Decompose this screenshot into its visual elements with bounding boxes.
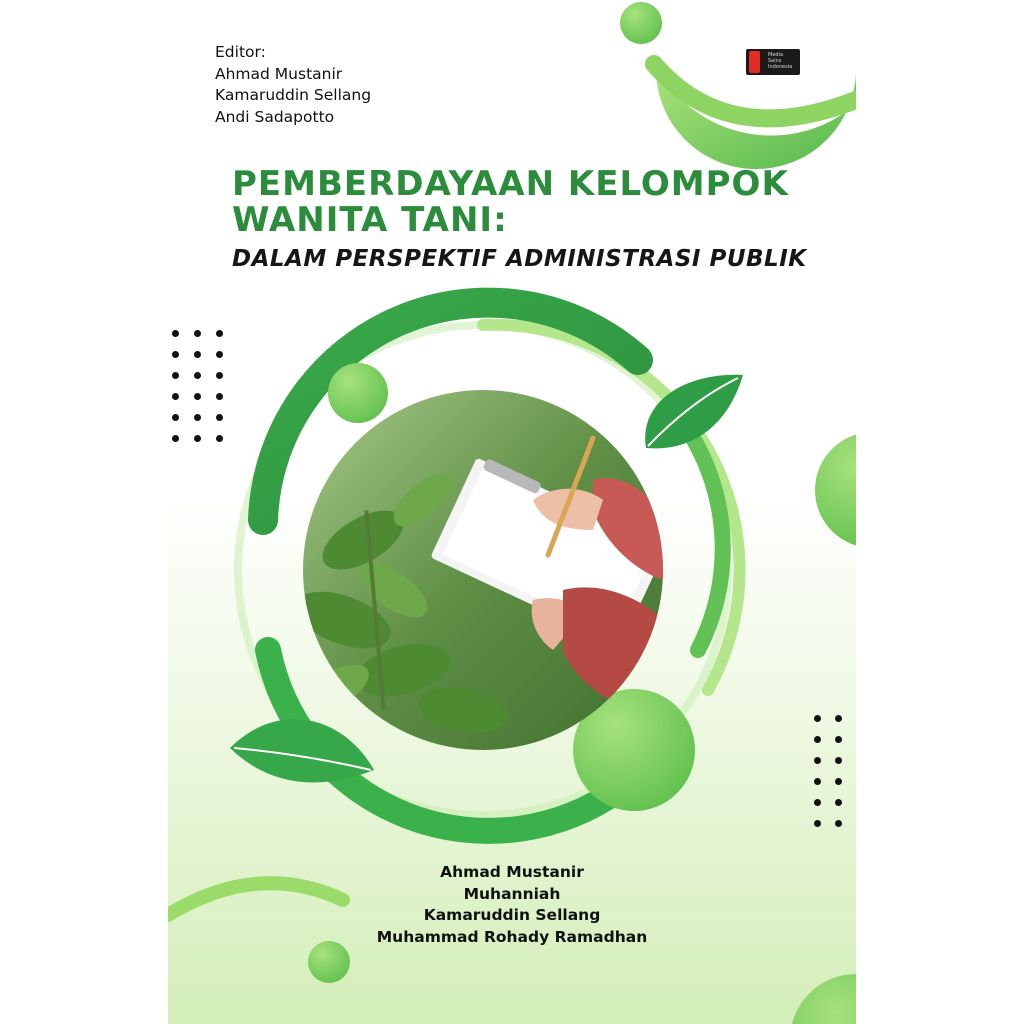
publisher-mark-icon xyxy=(749,51,760,73)
publisher-logo xyxy=(746,49,800,75)
bottom-right-circle xyxy=(790,974,856,1024)
book-title xyxy=(232,166,842,274)
cover-photo xyxy=(303,390,663,750)
title-line-1: PEMBERDAYAAN KELOMPOK xyxy=(232,164,789,204)
right-edge-circle xyxy=(815,432,856,548)
dot-grid-top-left xyxy=(172,330,223,442)
subtitle: DALAM PERSPEKTIF ADMINISTRASI PUBLIK xyxy=(232,246,807,272)
top-ball xyxy=(620,2,662,44)
publisher-name: Media Sains Indonesia xyxy=(768,52,793,70)
editor-name: Kamaruddin Sellang xyxy=(215,86,372,104)
editor-block xyxy=(215,42,371,128)
author-name: Muhammad Rohady Ramadhan xyxy=(376,927,648,946)
dot-grid-bottom-right xyxy=(814,715,842,827)
title-line-2: WANITA TANI: xyxy=(232,200,508,240)
ring-ball-top xyxy=(328,363,388,423)
author-list xyxy=(168,862,856,948)
author-name: Kamaruddin Sellang xyxy=(423,906,601,924)
author-name: Muhanniah xyxy=(463,884,561,903)
book-cover xyxy=(168,0,856,1024)
editor-name: Andi Sadapotto xyxy=(215,107,335,126)
editor-name: Ahmad Mustanir xyxy=(215,64,343,83)
editor-label: Editor: xyxy=(215,43,266,61)
leaf-icon xyxy=(230,719,374,782)
author-name: Ahmad Mustanir xyxy=(440,863,584,881)
